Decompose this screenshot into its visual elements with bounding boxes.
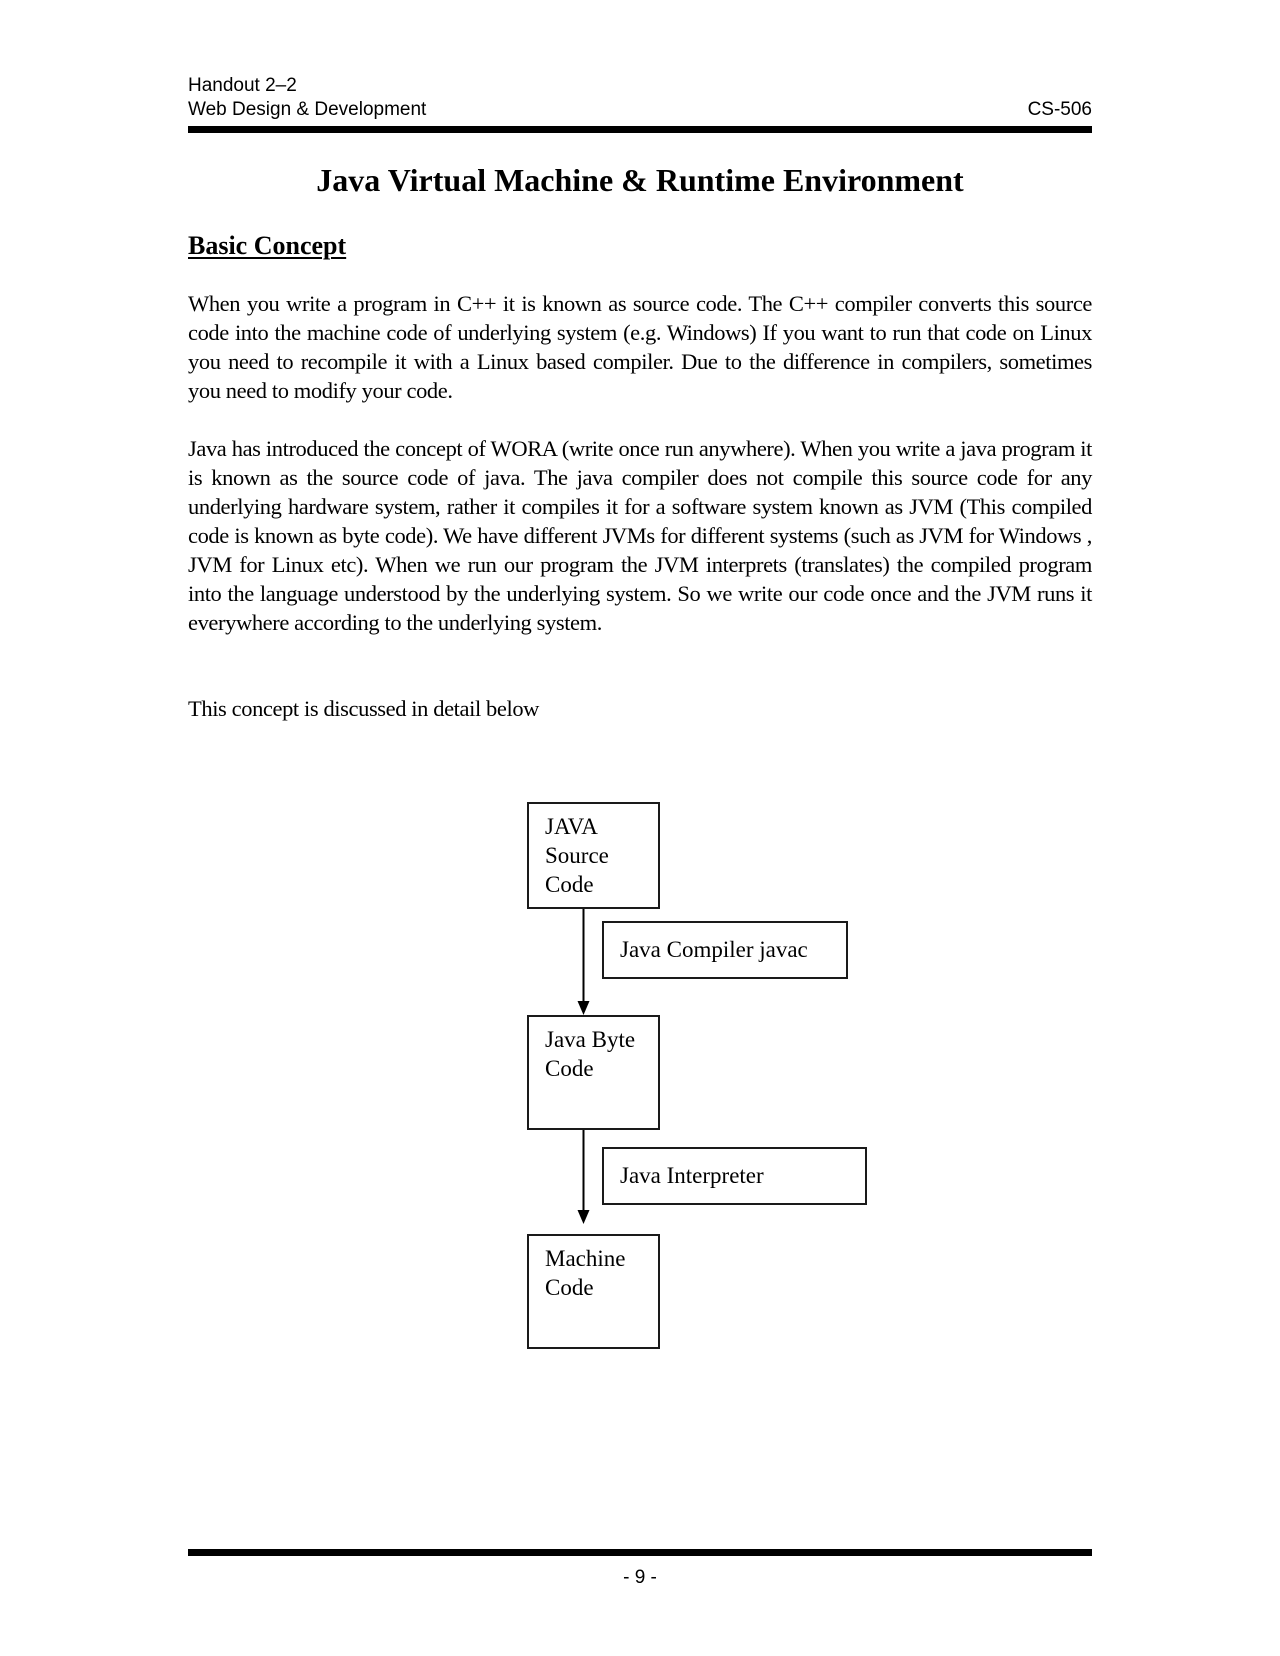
course-code: CS-506: [1027, 99, 1092, 120]
node-machine-code: [527, 1234, 660, 1349]
label-java-interpreter: Java Interpreter: [602, 1147, 867, 1205]
node-line: Code: [545, 1056, 594, 1081]
arrow-source-to-bytecode: [576, 908, 592, 1016]
node-java-source-code: [527, 802, 660, 909]
node-java-byte-code: [527, 1015, 660, 1130]
page-title: Java Virtual Machine & Runtime Environment: [316, 162, 964, 198]
arrow-bytecode-to-machine: [576, 1129, 592, 1225]
handout-label: Handout 2–2: [188, 75, 297, 96]
course-name: Web Design & Development: [188, 99, 427, 120]
paragraph-intro-diagram: This concept is discussed in detail below: [188, 696, 540, 721]
footer-rule: [188, 1549, 1092, 1556]
node-line: Code: [545, 1275, 594, 1300]
paragraph-cpp-compilation: When you write a program in C++ it is known as source code. The C++ compiler converts this source code into the machine code of underlying system (e.g. Windows) If you want to run that code on Linux you need to recompile it with a Linux based compiler. Due to the difference in compilers, sometimes you need to modify your code.: [188, 291, 1092, 403]
page-number: - 9 -: [623, 1567, 657, 1588]
node-line: Source: [545, 843, 609, 868]
label-java-compiler: Java Compiler javac: [602, 921, 848, 979]
section-heading: Basic Concept: [188, 231, 347, 260]
node-line: JAVA: [545, 814, 598, 839]
paragraph-java-wora: Java has introduced the concept of WORA (write once run anywhere). When you write a java program it is known as the source code of java. The java compiler does not compile this source code for any underlying hardware system, rather it compiles it for a software system known as JVM (This compiled code is known as byte code). We have different JVMs for different systems (such as JVM for Windows , JVM for Linux etc). When we run our program the JVM interprets (translates) the compiled program into the language understood by the underlying system. So we write our code once and the JVM runs it everywhere according to the underlying system.: [188, 436, 1092, 635]
node-line: Code: [545, 872, 594, 897]
header-rule: [188, 126, 1092, 133]
node-line: Java Byte: [545, 1027, 636, 1052]
node-line: Machine: [545, 1246, 626, 1271]
